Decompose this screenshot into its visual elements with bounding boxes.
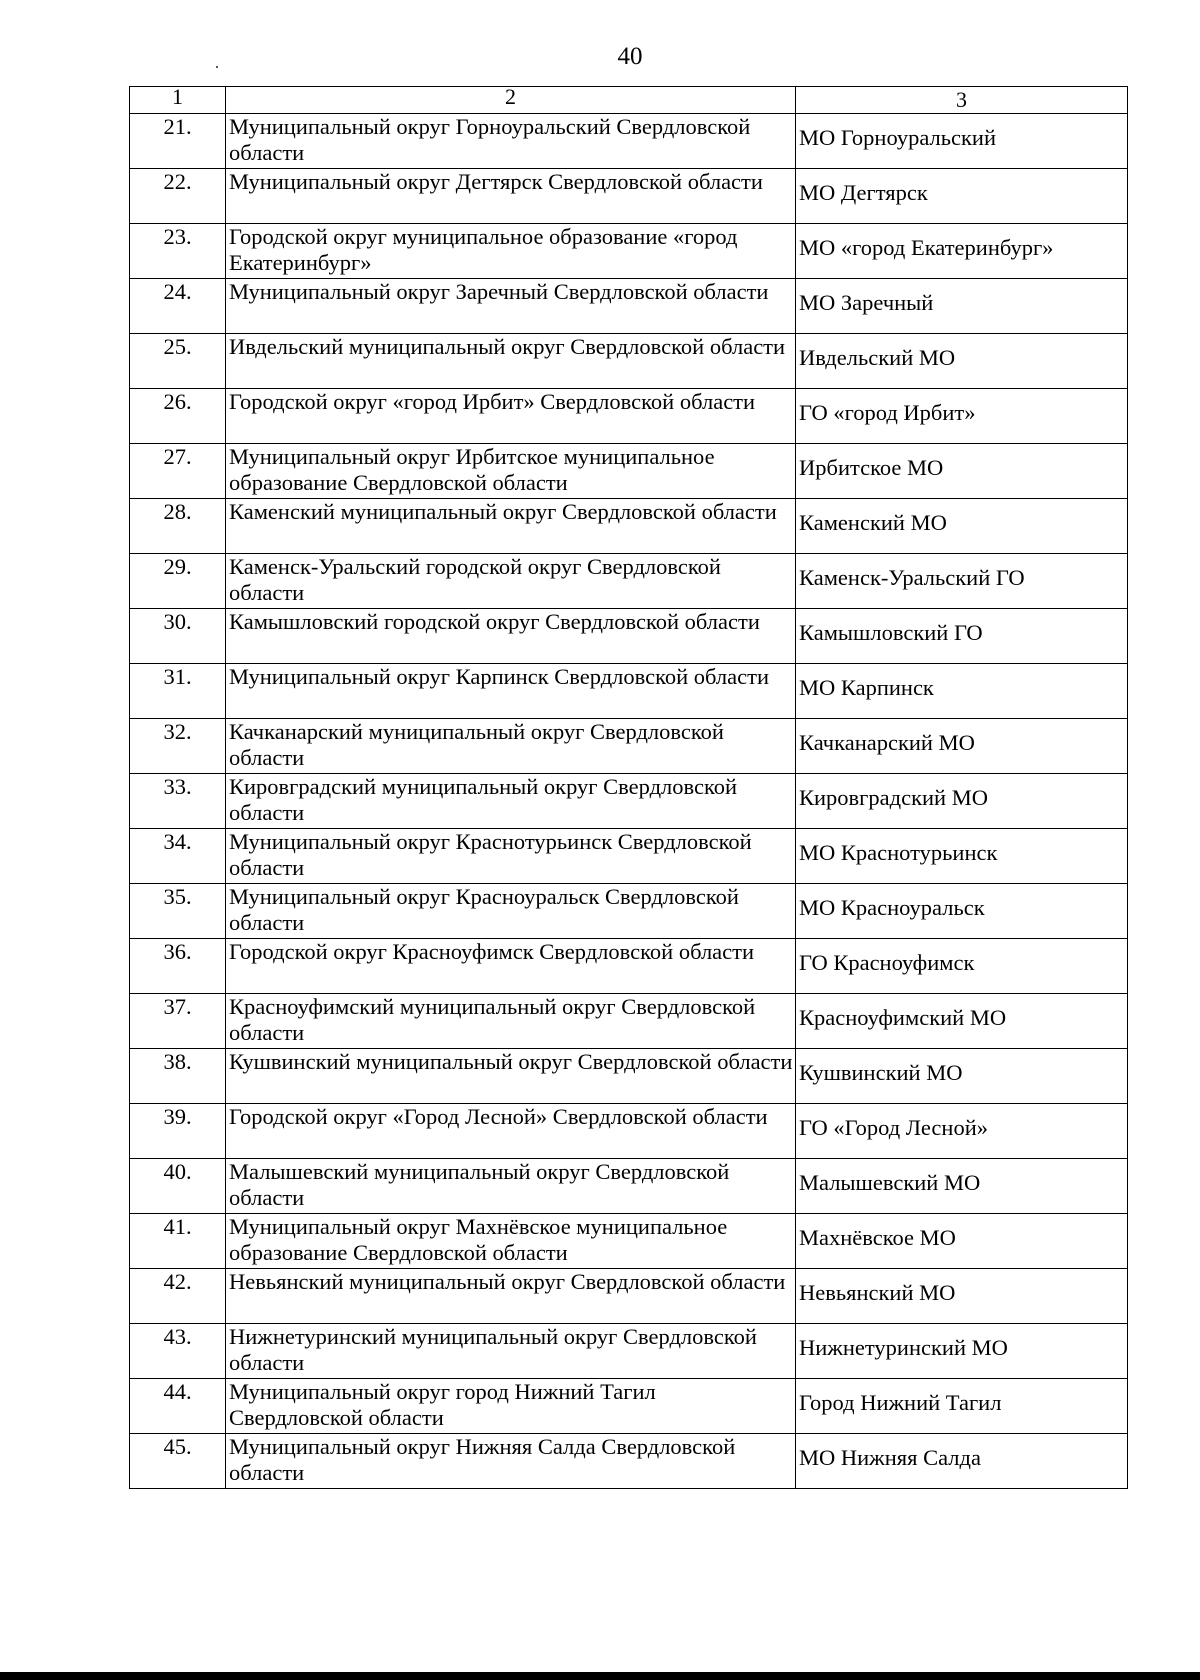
row-number-cell: 39. bbox=[130, 1104, 226, 1159]
short-name-cell: Город Нижний Тагил bbox=[796, 1379, 1128, 1434]
table-row bbox=[130, 609, 1128, 664]
page-number: 40 bbox=[617, 43, 643, 70]
table-row bbox=[130, 1214, 1128, 1269]
short-name-cell: МО Дегтярск bbox=[796, 169, 1128, 224]
row-number-cell: 23. bbox=[130, 224, 226, 279]
row-number-cell: 34. bbox=[130, 829, 226, 884]
table-row bbox=[130, 499, 1128, 554]
scan-speck bbox=[216, 66, 218, 68]
full-name-cell: Муниципальный округ Нижняя Салда Свердловской области bbox=[226, 1434, 796, 1489]
row-number-cell: 44. bbox=[130, 1379, 226, 1434]
full-name-cell: Городской округ муниципальное образование «город Екатеринбург» bbox=[226, 224, 796, 279]
full-name-cell: Ивдельский муниципальный округ Свердловской области bbox=[226, 334, 796, 389]
short-name-cell: Ивдельский МО bbox=[796, 334, 1128, 389]
short-name-cell: Махнёвское МО bbox=[796, 1214, 1128, 1269]
table-header-row bbox=[130, 87, 1128, 114]
table-row bbox=[130, 1269, 1128, 1324]
short-name-cell: Ирбитское МО bbox=[796, 444, 1128, 499]
short-name-cell: Качканарский МО bbox=[796, 719, 1128, 774]
row-number-cell: 28. bbox=[130, 499, 226, 554]
full-name-cell: Камышловский городской округ Свердловской области bbox=[226, 609, 796, 664]
row-number-cell: 26. bbox=[130, 389, 226, 444]
full-name-cell: Муниципальный округ Дегтярск Свердловской области bbox=[226, 169, 796, 224]
table-row bbox=[130, 774, 1128, 829]
short-name-cell: Красноуфимский МО bbox=[796, 994, 1128, 1049]
short-name-cell: Невьянский МО bbox=[796, 1269, 1128, 1324]
table-row bbox=[130, 169, 1128, 224]
full-name-cell: Каменск-Уральский городской округ Свердловской области bbox=[226, 554, 796, 609]
table-row bbox=[130, 279, 1128, 334]
row-number-cell: 32. bbox=[130, 719, 226, 774]
row-number-cell: 41. bbox=[130, 1214, 226, 1269]
table-row bbox=[130, 1434, 1128, 1489]
table-row bbox=[130, 829, 1128, 884]
full-name-cell: Малышевский муниципальный округ Свердловской области bbox=[226, 1159, 796, 1214]
table-row bbox=[130, 1324, 1128, 1379]
row-number-cell: 25. bbox=[130, 334, 226, 389]
short-name-cell: МО «город Екатеринбург» bbox=[796, 224, 1128, 279]
short-name-cell: Нижнетуринский МО bbox=[796, 1324, 1128, 1379]
table-row bbox=[130, 994, 1128, 1049]
row-number-cell: 36. bbox=[130, 939, 226, 994]
short-name-cell: МО Краснотурьинск bbox=[796, 829, 1128, 884]
full-name-cell: Муниципальный округ Карпинск Свердловской области bbox=[226, 664, 796, 719]
table-row bbox=[130, 884, 1128, 939]
short-name-cell: МО Заречный bbox=[796, 279, 1128, 334]
short-name-cell: МО Нижняя Салда bbox=[796, 1434, 1128, 1489]
table-row bbox=[130, 444, 1128, 499]
full-name-cell: Кушвинский муниципальный округ Свердловской области bbox=[226, 1049, 796, 1104]
full-name-cell: Качканарский муниципальный округ Свердловской области bbox=[226, 719, 796, 774]
row-number-cell: 29. bbox=[130, 554, 226, 609]
table-row bbox=[130, 554, 1128, 609]
scan-bottom-edge bbox=[0, 1672, 1200, 1680]
table-row bbox=[130, 939, 1128, 994]
table-row bbox=[130, 1104, 1128, 1159]
short-name-cell: Каменск-Уральский ГО bbox=[796, 554, 1128, 609]
table-row bbox=[130, 1159, 1128, 1214]
short-name-cell: Каменский МО bbox=[796, 499, 1128, 554]
row-number-cell: 45. bbox=[130, 1434, 226, 1489]
full-name-cell: Невьянский муниципальный округ Свердловской области bbox=[226, 1269, 796, 1324]
table-row bbox=[130, 719, 1128, 774]
full-name-cell: Муниципальный округ Махнёвское муниципальное образование Свердловской области bbox=[226, 1214, 796, 1269]
row-number-cell: 22. bbox=[130, 169, 226, 224]
table-row bbox=[130, 224, 1128, 279]
short-name-cell: МО Красноуральск bbox=[796, 884, 1128, 939]
full-name-cell: Муниципальный округ Ирбитское муниципальное образование Свердловской области bbox=[226, 444, 796, 499]
row-number-cell: 21. bbox=[130, 114, 226, 169]
full-name-cell: Муниципальный округ Краснотурьинск Свердловской области bbox=[226, 829, 796, 884]
table-row bbox=[130, 1049, 1128, 1104]
full-name-cell: Муниципальный округ город Нижний Тагил Свердловской области bbox=[226, 1379, 796, 1434]
full-name-cell: Муниципальный округ Красноуральск Свердловской области bbox=[226, 884, 796, 939]
row-number-cell: 24. bbox=[130, 279, 226, 334]
table-row bbox=[130, 334, 1128, 389]
full-name-cell: Муниципальный округ Горноуральский Свердловской области bbox=[226, 114, 796, 169]
row-number-cell: 31. bbox=[130, 664, 226, 719]
full-name-cell: Красноуфимский муниципальный округ Свердловской области bbox=[226, 994, 796, 1049]
short-name-cell: Кушвинский МО bbox=[796, 1049, 1128, 1104]
short-name-cell: Малышевский МО bbox=[796, 1159, 1128, 1214]
full-name-cell: Городской округ «город Ирбит» Свердловской области bbox=[226, 389, 796, 444]
row-number-cell: 27. bbox=[130, 444, 226, 499]
table-row bbox=[130, 114, 1128, 169]
short-name-cell: ГО Красноуфимск bbox=[796, 939, 1128, 994]
short-name-cell: ГО «город Ирбит» bbox=[796, 389, 1128, 444]
short-name-cell: Камышловский ГО bbox=[796, 609, 1128, 664]
table-row bbox=[130, 1379, 1128, 1434]
row-number-cell: 43. bbox=[130, 1324, 226, 1379]
full-name-cell: Нижнетуринский муниципальный округ Свердловской области bbox=[226, 1324, 796, 1379]
row-number-cell: 42. bbox=[130, 1269, 226, 1324]
column-header-full-name: 2 bbox=[226, 87, 796, 114]
row-number-cell: 30. bbox=[130, 609, 226, 664]
full-name-cell: Городской округ «Город Лесной» Свердловской области bbox=[226, 1104, 796, 1159]
short-name-cell: МО Горноуральский bbox=[796, 114, 1128, 169]
table-row bbox=[130, 664, 1128, 719]
column-header-short-name: 3 bbox=[796, 87, 1128, 114]
row-number-cell: 33. bbox=[130, 774, 226, 829]
row-number-cell: 40. bbox=[130, 1159, 226, 1214]
row-number-cell: 37. bbox=[130, 994, 226, 1049]
column-header-number: 1 bbox=[130, 87, 226, 114]
row-number-cell: 35. bbox=[130, 884, 226, 939]
full-name-cell: Муниципальный округ Заречный Свердловской области bbox=[226, 279, 796, 334]
municipality-table bbox=[129, 86, 1128, 1489]
short-name-cell: Кировградский МО bbox=[796, 774, 1128, 829]
row-number-cell: 38. bbox=[130, 1049, 226, 1104]
short-name-cell: МО Карпинск bbox=[796, 664, 1128, 719]
full-name-cell: Каменский муниципальный округ Свердловской области bbox=[226, 499, 796, 554]
full-name-cell: Кировградский муниципальный округ Свердловской области bbox=[226, 774, 796, 829]
full-name-cell: Городской округ Красноуфимск Свердловской области bbox=[226, 939, 796, 994]
table-row bbox=[130, 389, 1128, 444]
short-name-cell: ГО «Город Лесной» bbox=[796, 1104, 1128, 1159]
